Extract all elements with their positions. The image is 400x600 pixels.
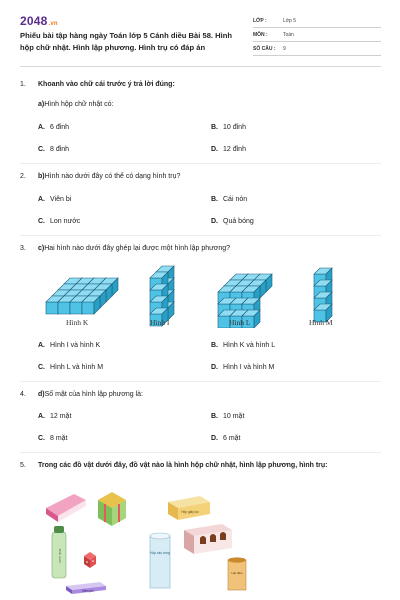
question-4: 4. d)Số mặt của hình lập phương là: (20, 391, 144, 398)
eraser-label: Đèn pin (82, 589, 94, 593)
q4-option-a[interactable]: A. 12 mặt (38, 413, 72, 420)
q2-option-c[interactable]: C. Lon nước (38, 218, 81, 225)
site-logo[interactable]: 2048.vn (20, 14, 58, 28)
chocolate-box-image (184, 524, 232, 554)
book-image (46, 494, 86, 522)
q3-option-d[interactable]: D. Hình I và hình M (211, 364, 275, 371)
figure-i (150, 266, 174, 326)
objects-illustration (40, 488, 270, 600)
q2-option-b[interactable]: B. Cái nón (211, 196, 248, 203)
q3-option-b[interactable]: B. Hình K và hình L (211, 342, 276, 349)
figure-m (314, 268, 332, 322)
figure-l-caption: Hình L (229, 318, 251, 327)
can-image (150, 533, 170, 588)
q3-option-a[interactable]: A. Hình I và hình K (38, 342, 101, 349)
question-3: 3. c)Hai hình nào dưới đây ghép lại được một hình lập phương? (20, 245, 231, 252)
gift-box-image (98, 492, 126, 526)
bottle-label: Bình nước (58, 548, 62, 564)
meta-table (253, 14, 381, 56)
divider (20, 452, 381, 453)
question-1-subtext: a)Hình hộp chữ nhật có: (38, 101, 114, 108)
header-rule (20, 66, 381, 67)
figure-k (46, 278, 118, 314)
page-title: Phiếu bài tập hàng ngày Toán lớp 5 Cánh diều Bài 58. Hình hộp chữ nhật. Hình lập phương. Hình trụ có đáp án (20, 31, 233, 52)
meta-row-subject: MÔN : Toán (253, 28, 381, 42)
q4-option-b[interactable]: B. 10 mặt (211, 413, 245, 420)
tea-box-image (168, 496, 210, 520)
divider (20, 381, 381, 382)
figure-k-caption: Hình K (66, 318, 89, 327)
can-label: Hộp cầu vồng (150, 551, 170, 555)
jar-label: Hạt điều (231, 571, 243, 575)
question-2: 2. b)Hình nào dưới đây có thể có dạng hình trụ? (20, 173, 181, 180)
q4-option-d[interactable]: D. 6 mặt (211, 435, 241, 442)
tea-box-label: Hộp giấy lọc (181, 510, 199, 514)
jar-image (228, 557, 246, 590)
q3-option-c[interactable]: C. Hình L và hình M (38, 364, 104, 371)
figure-m-caption: Hình M (309, 318, 333, 327)
q1-option-c[interactable]: C. 8 đỉnh (38, 146, 70, 153)
q2-option-d[interactable]: D. Quả bóng (211, 218, 254, 225)
q1-option-d[interactable]: D. 12 đỉnh (211, 146, 246, 153)
figure-i-caption: Hình I (150, 318, 170, 327)
q4-option-c[interactable]: C. 8 mặt (38, 435, 68, 442)
eraser-image (66, 582, 106, 594)
q1-option-a[interactable]: A. 6 đỉnh (38, 124, 70, 131)
q2-option-a[interactable]: A. Viên bi (38, 196, 72, 203)
divider (20, 235, 381, 236)
dice-image (84, 552, 96, 568)
q1-option-b[interactable]: B. 10 đỉnh (211, 124, 246, 131)
divider (20, 163, 381, 164)
meta-row-grade: LỚP : Lớp 5 (253, 14, 381, 28)
question-1: 1. Khoanh vào chữ cái trước ý trả lời đúng: (20, 81, 175, 88)
question-5: 5. Trong các đồ vật dưới đây, đồ vật nào là hình hộp chữ nhật, hình lập phương, hình trụ: (20, 462, 328, 469)
meta-row-count: SỐ CÂU : 9 (253, 42, 381, 56)
bottle-image (52, 526, 66, 578)
